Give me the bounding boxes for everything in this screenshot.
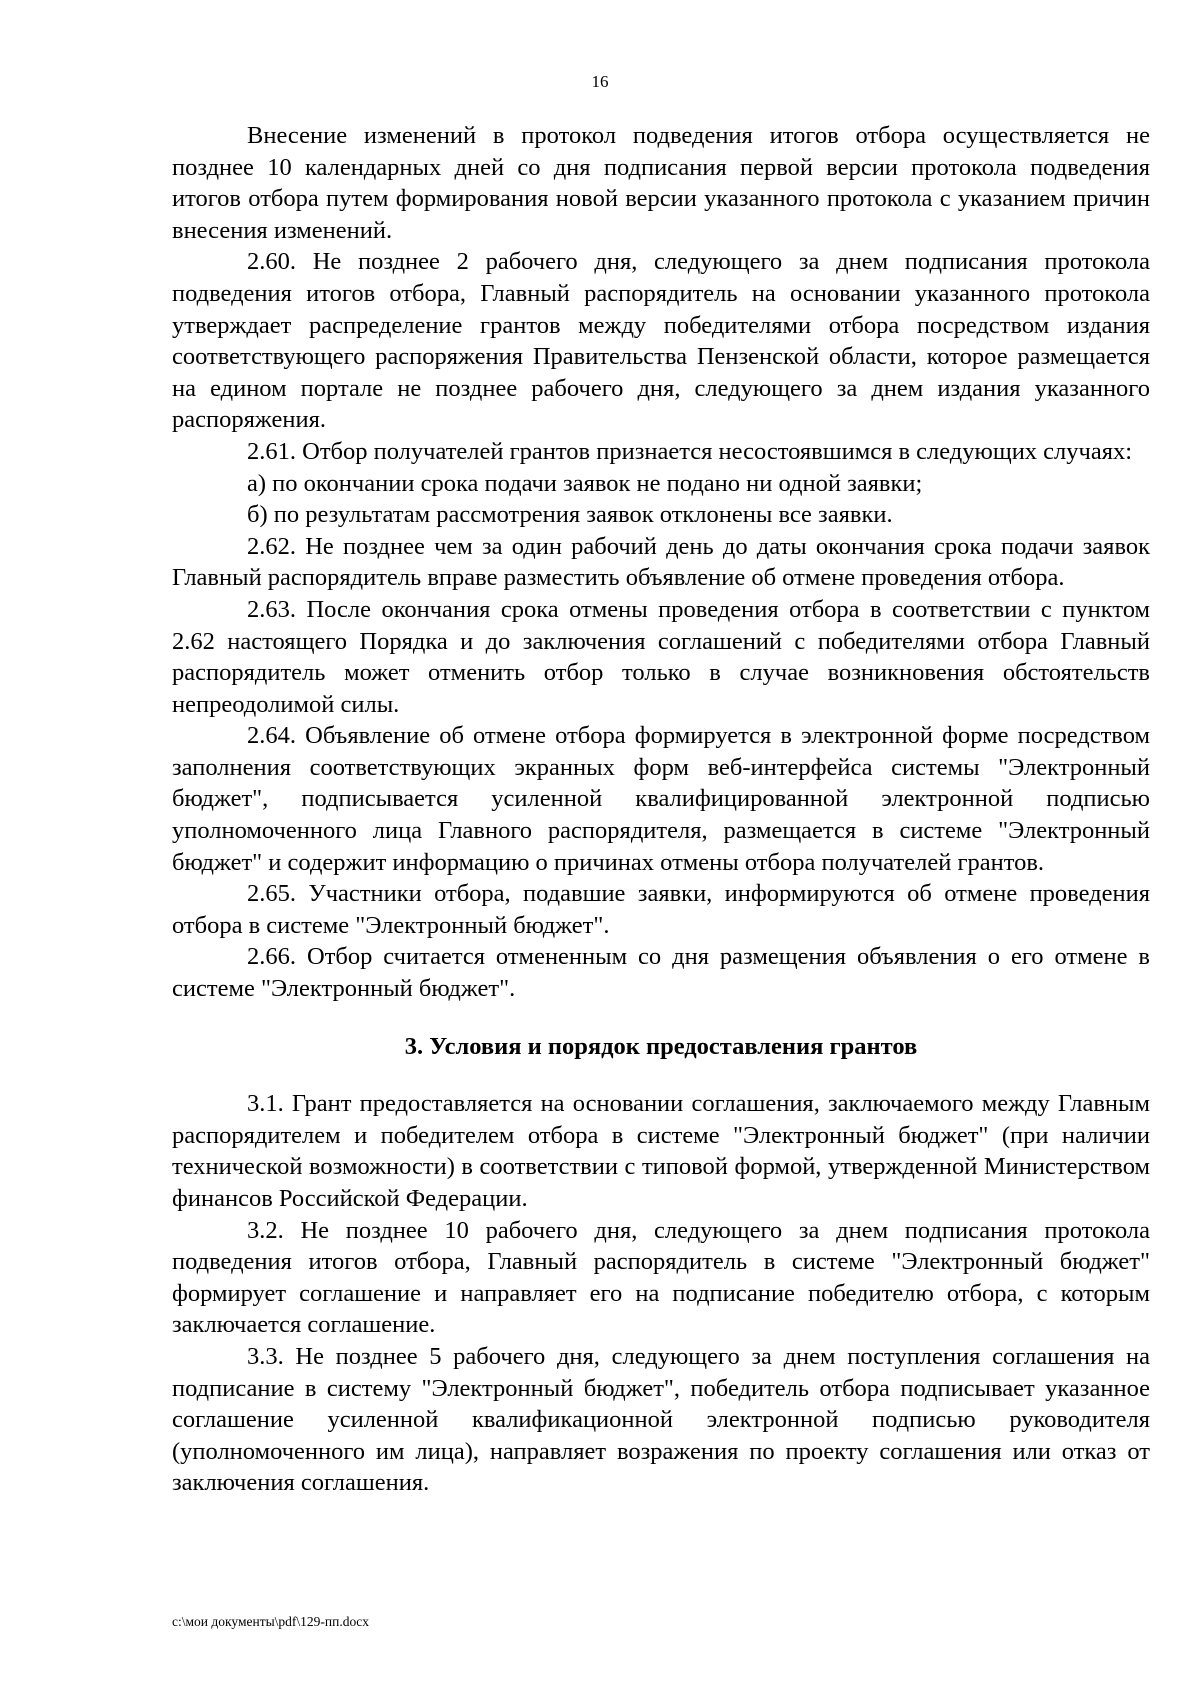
- paragraph-2-66: 2.66. Отбор считается отмененным со дня размещения объявления о его отмене в системе "Электронный бюджет".: [172, 943, 1150, 1003]
- page-number: 16: [591, 72, 609, 91]
- list-item-b: б) по результатам рассмотрения заявок отклонены все заявки.: [247, 501, 893, 529]
- paragraph-3-2: 3.2. Не позднее 10 рабочего дня, следующего за днем подписания протокола подведения итогов отбора, Главный распорядитель в системе "Электронный бюджет" формирует соглашение и направляет его на подписание победителю отбора, с которым заключается соглашение.: [172, 1216, 1150, 1339]
- paragraph-2-61: 2.61. Отбор получателей грантов признается несостоявшимся в следующих случаях:: [247, 437, 1133, 465]
- section-heading: 3. Условия и порядок предоставления грантов: [404, 1032, 918, 1060]
- document-body: [172, 120, 1150, 1499]
- paragraph-2-62: 2.62. Не позднее чем за один рабочий день до даты окончания срока подачи заявок Главный распорядитель вправе разместить объявление об отмене проведения отбора.: [172, 532, 1150, 592]
- paragraph: Внесение изменений в протокол подведения итогов отбора осуществляется не позднее 10 календарных дней со дня подписания первой версии протокола подведения итогов отбора путем формирования новой версии указанного протокола с указанием причин внесения изменений.: [172, 122, 1150, 244]
- paragraph-2-60: 2.60. Не позднее 2 рабочего дня, следующего за днем подписания протокола подведения итогов отбора, Главный распорядитель на основании указанного протокола утверждает распределение грантов между победителями отбора посредством издания соответствующего распоряжения Правительства Пензенской области, которое размещается на едином портале не позднее рабочего дня, следующего за днем издания указанного распоряжения.: [172, 248, 1150, 434]
- paragraph-3-1: 3.1. Грант предоставляется на основании соглашения, заключаемого между Главным распорядителем и победителем отбора в системе "Электронный бюджет" (при наличии технической возможности) в соответствии с типовой формой, утвержденной Министерством финансов Российской Федерации.: [172, 1090, 1150, 1212]
- footer-file-path: c:\мои документы\pdf\129-пп.docx: [172, 1614, 369, 1629]
- paragraph-2-64: 2.64. Объявление об отмене отбора формируется в электронной форме посредством заполнения соответствующих экранных форм веб-интерфейса системы "Электронный бюджет", подписывается усиленной квалифицированной электронной подписью уполномоченного лица Главного распорядителя, размещается в системе "Электронный бюджет" и содержит информацию о причинах отмены отбора получателей грантов.: [172, 722, 1150, 876]
- paragraph-3-3: 3.3. Не позднее 5 рабочего дня, следующего за днем поступления соглашения на подписание в систему "Электронный бюджет", победитель отбора подписывает указанное соглашение усиленной квалификационной электронной подписью руководителя (уполномоченного им лица), направляет возражения по проекту соглашения или отказ от заключения соглашения.: [172, 1342, 1150, 1497]
- paragraph-2-65: 2.65. Участники отбора, подавшие заявки, информируются об отмене проведения отбора в системе "Электронный бюджет".: [172, 880, 1150, 939]
- list-item-a: а) по окончании срока подачи заявок не подано ни одной заявки;: [247, 469, 923, 497]
- paragraph-2-63: 2.63. После окончания срока отмены проведения отбора в соответствии с пунктом 2.62 настоящего Порядка и до заключения соглашений с победителями отбора Главный распорядитель может отменить отбор только в случае возникновения обстоятельств непреодолимой силы.: [172, 595, 1150, 718]
